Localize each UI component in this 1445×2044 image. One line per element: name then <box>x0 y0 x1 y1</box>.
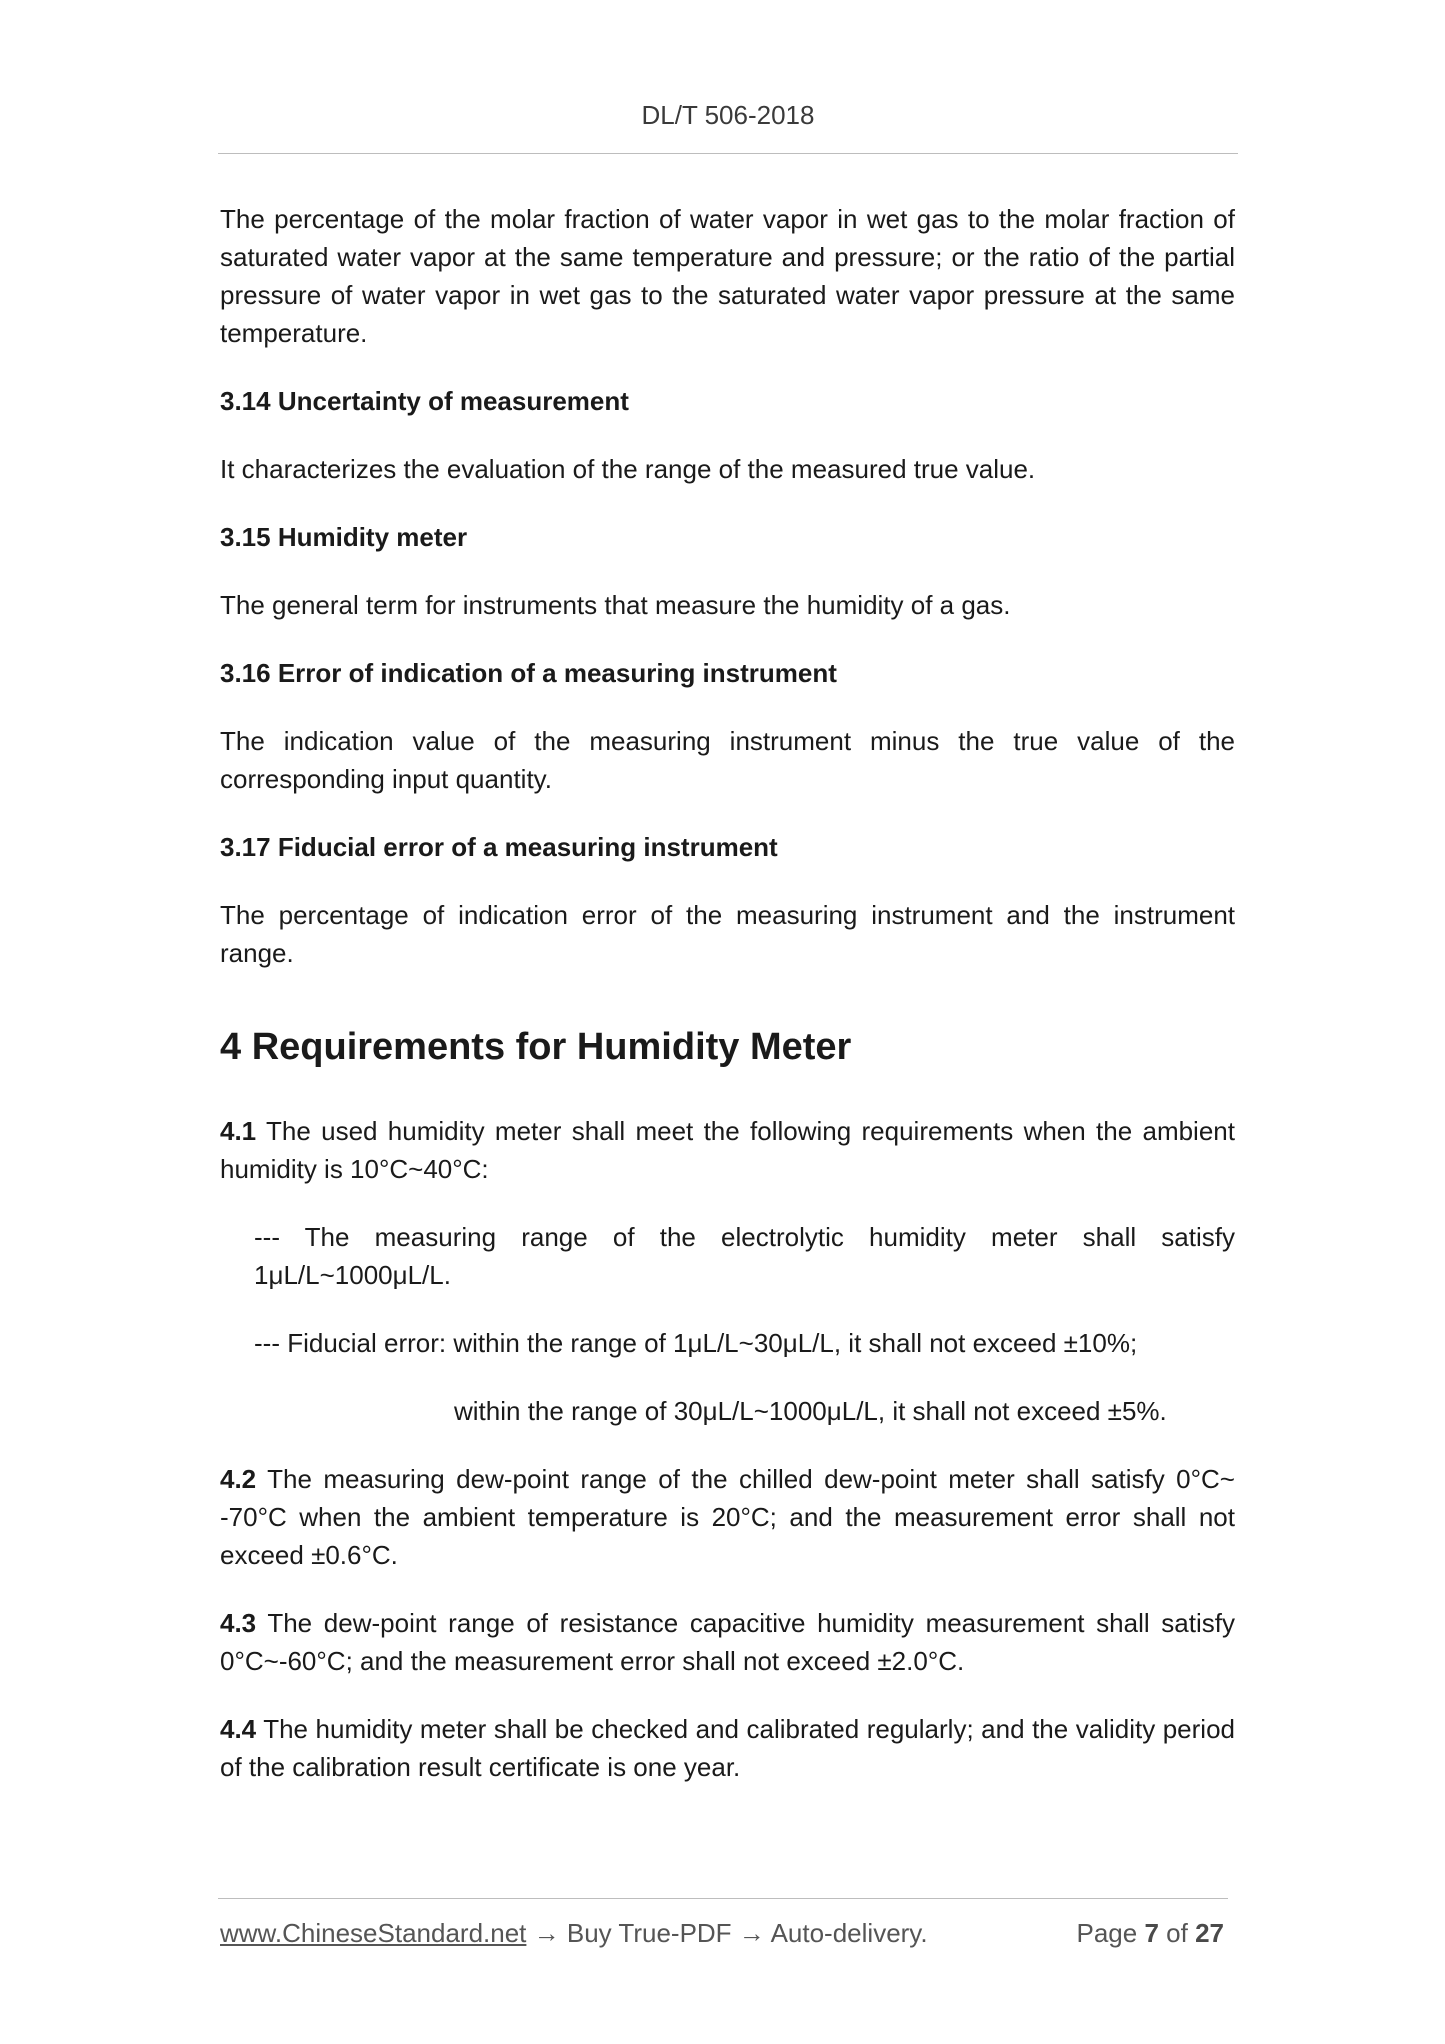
clause-4-4-number: 4.4 <box>220 1714 257 1744</box>
header-divider <box>218 153 1238 154</box>
clause-4-1 <box>220 1112 1235 1188</box>
term-3-16-definition: The indication value of the measuring instrument minus the true value of the corresponding input quantity. <box>220 726 1235 794</box>
clause-4-4 <box>220 1710 1235 1786</box>
page-content <box>220 200 1235 1816</box>
footer-divider <box>218 1898 1228 1899</box>
footer-promo-text: → Buy True-PDF → Auto-delivery. <box>526 1918 928 1948</box>
clause-4-2-text: The measuring dew-point range of the chilled dew-point meter shall satisfy 0°C~ -70°C when the ambient temperature is 20°C; and the measurement error shall not exceed ±0.6°C. <box>220 1464 1235 1570</box>
clause-4-2-number: 4.2 <box>220 1464 257 1494</box>
website-link[interactable]: www.ChineseStandard.net <box>220 1918 527 1948</box>
clause-4-4-text: The humidity meter shall be checked and calibrated regularly; and the validity period of the calibration result certificate is one year. <box>220 1714 1235 1782</box>
clause-4-1-item-measuring-range: --- The measuring range of the electrolytic humidity meter shall satisfy 1μL/L~1000μL/L. <box>254 1222 1235 1290</box>
term-3-16-heading: 3.16 Error of indication of a measuring instrument <box>220 658 837 688</box>
page-label: Page <box>1076 1918 1138 1948</box>
clause-4-3 <box>220 1604 1235 1680</box>
clause-4-3-number: 4.3 <box>220 1608 257 1638</box>
clause-4-1-item-fiducial-error-continued: within the range of 30μL/L~1000μL/L, it shall not exceed ±5%. <box>454 1396 1167 1426</box>
term-3-17-heading: 3.17 Fiducial error of a measuring instrument <box>220 832 778 862</box>
page-footer <box>220 1918 1230 1949</box>
document-code-header: DL/T 506-2018 <box>641 100 815 130</box>
term-3-14-definition: It characterizes the evaluation of the range of the measured true value. <box>220 454 1036 484</box>
clause-4-1-item-fiducial-error: --- Fiducial error: within the range of 1μL/L~30μL/L, it shall not exceed ±10%; <box>254 1328 1138 1358</box>
term-3-15-definition: The general term for instruments that measure the humidity of a gas. <box>220 590 1011 620</box>
clause-4-2 <box>220 1460 1235 1574</box>
term-3-15-heading: 3.15 Humidity meter <box>220 522 468 552</box>
humidity-definition-paragraph: The percentage of the molar fraction of water vapor in wet gas to the molar fraction of saturated water vapor at the same temperature and pressure; or the ratio of the partial pressure of water vapor in wet gas to the saturated water vapor pressure at the same temperature. <box>220 204 1235 348</box>
clause-4-1-text: The used humidity meter shall meet the following requirements when the ambient humidity is 10°C~40°C: <box>220 1116 1235 1184</box>
current-page-number: 7 <box>1144 1918 1159 1948</box>
section-4-heading: 4 Requirements for Humidity Meter <box>220 1026 852 1068</box>
total-pages-number: 27 <box>1195 1918 1224 1948</box>
page-number <box>1076 1918 1224 1949</box>
of-label: of <box>1166 1918 1188 1948</box>
term-3-14-heading: 3.14 Uncertainty of measurement <box>220 386 629 416</box>
term-3-17-definition: The percentage of indication error of the measuring instrument and the instrument range. <box>220 900 1235 968</box>
clause-4-3-text: The dew-point range of resistance capacitive humidity measurement shall satisfy 0°C~-60°C; and the measurement error shall not exceed ±2.0°C. <box>220 1608 1235 1676</box>
clause-4-1-number: 4.1 <box>220 1116 257 1146</box>
